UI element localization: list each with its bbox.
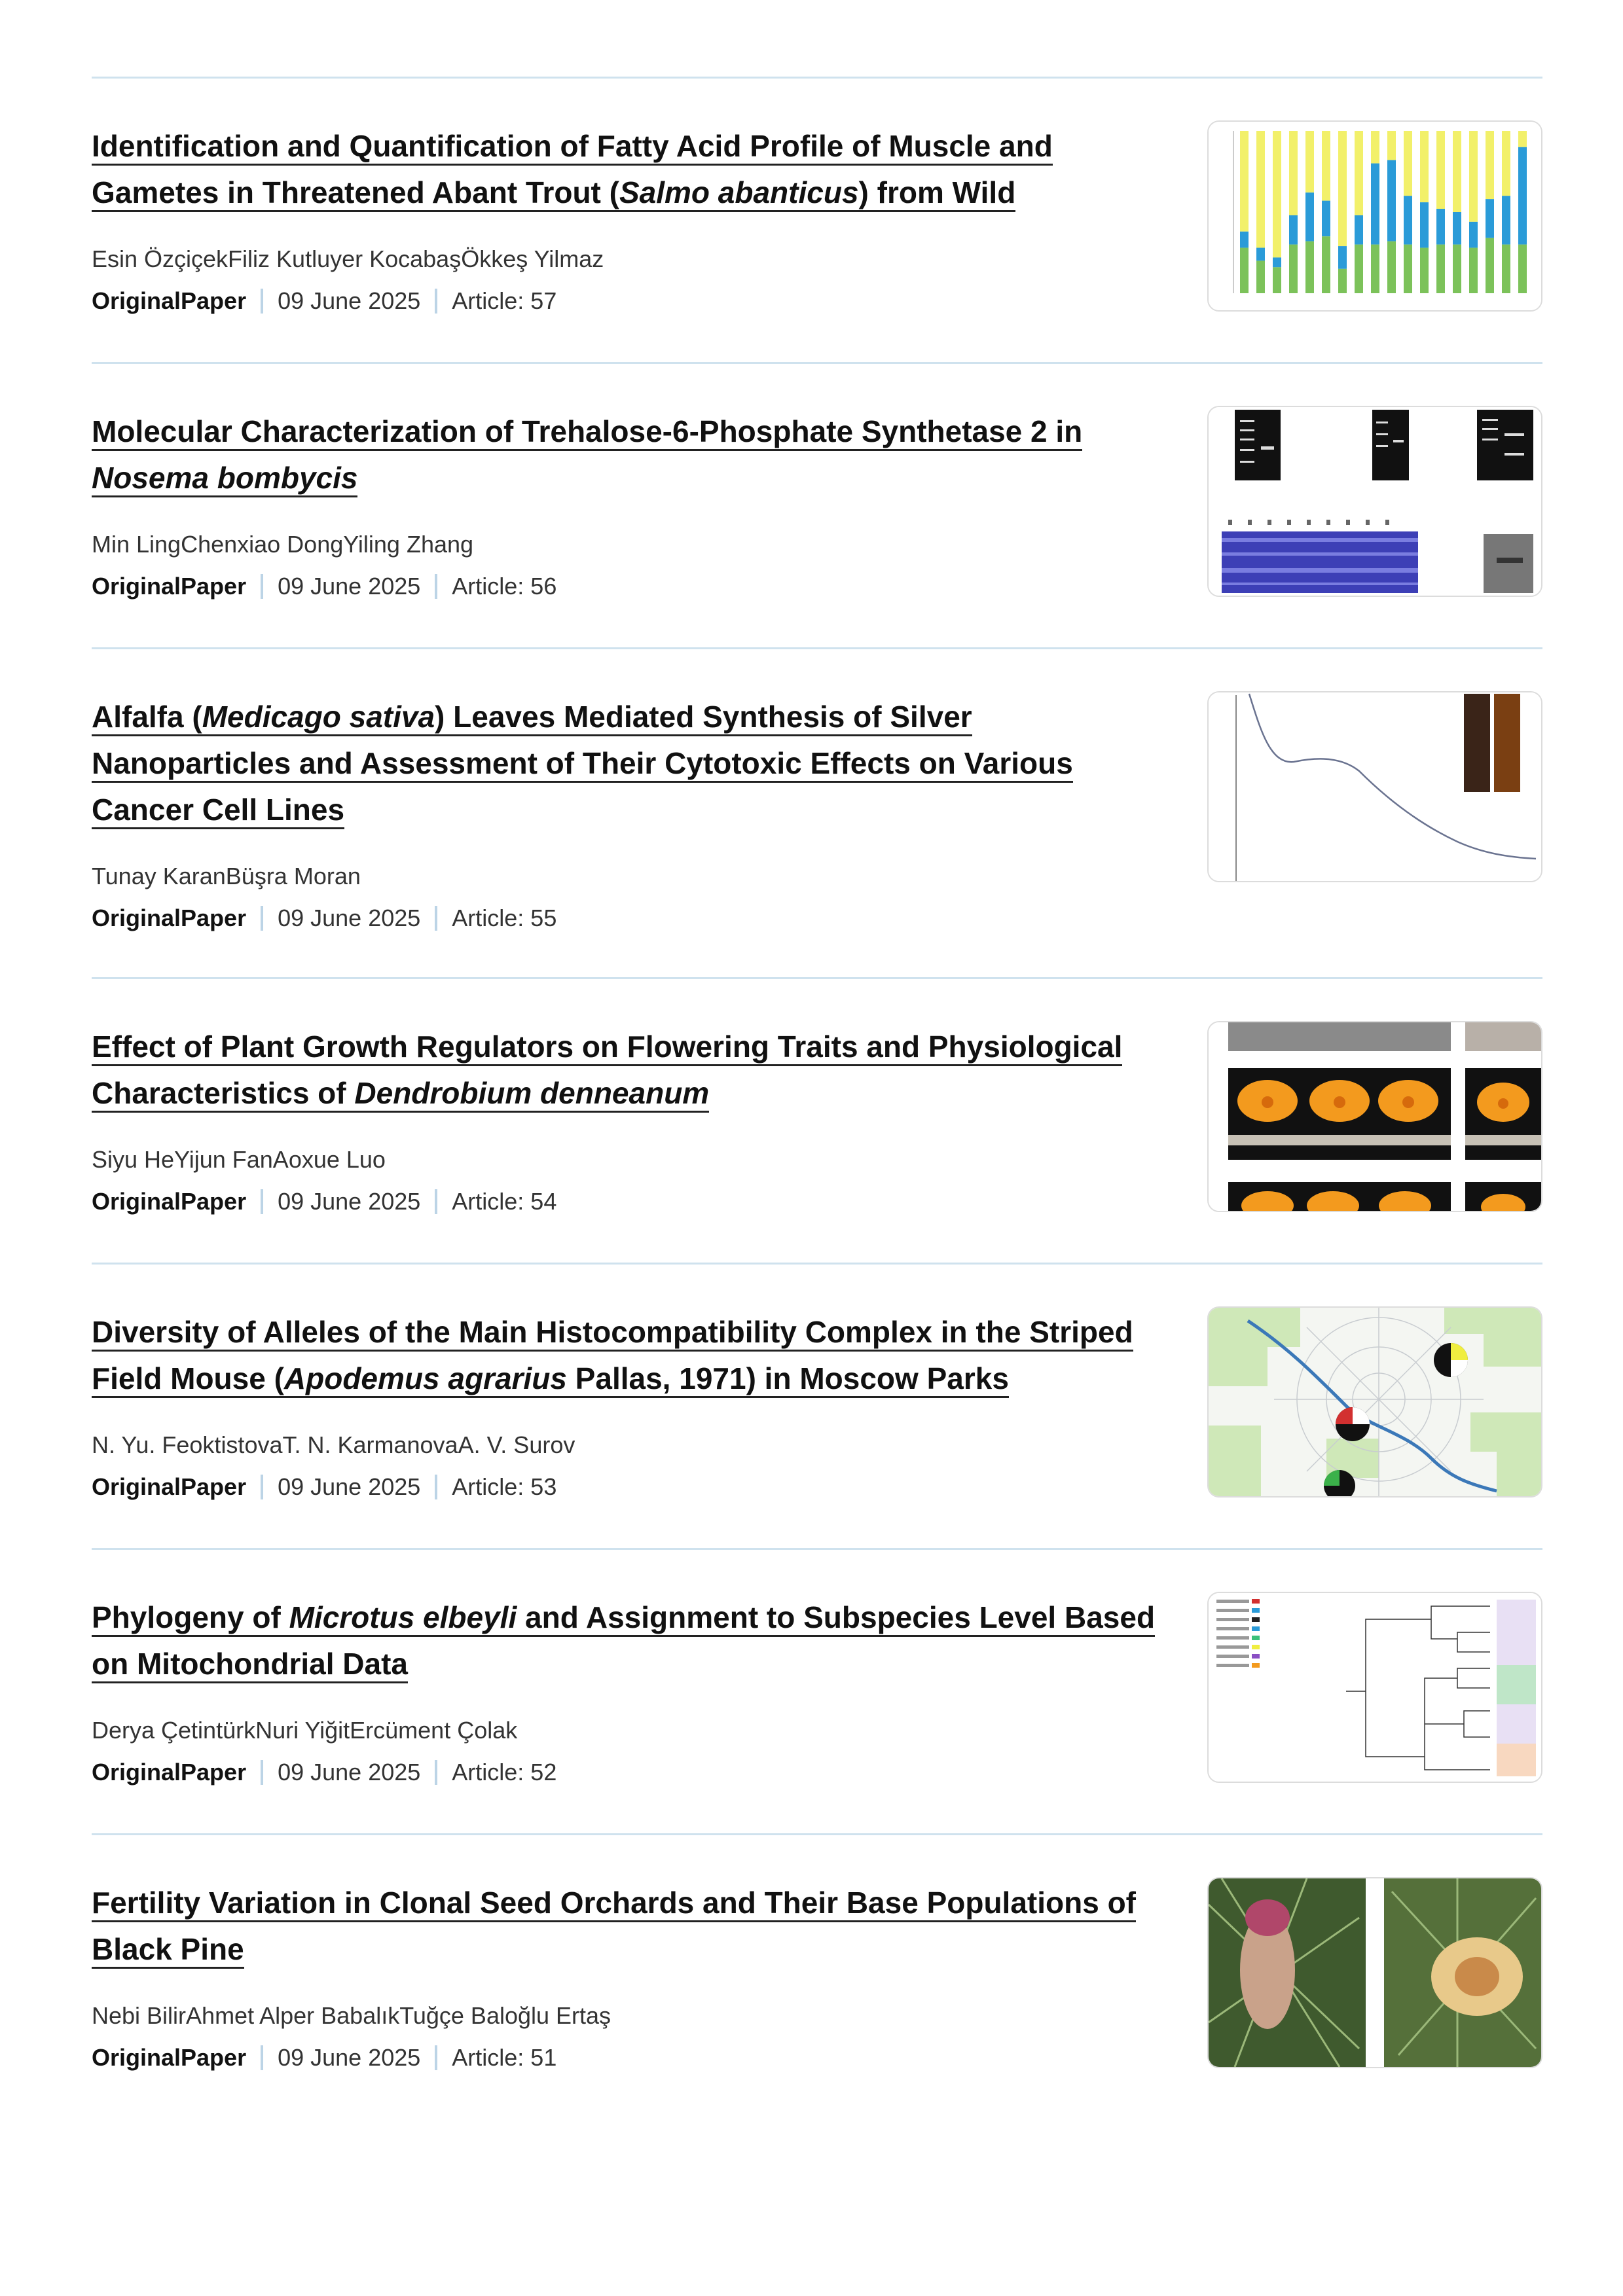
article-date: 09 June 2025 <box>278 1188 421 1215</box>
meta-divider <box>435 289 437 314</box>
meta-divider <box>261 289 263 314</box>
article-title-link[interactable]: Fertility Variation in Clonal Seed Orchards and Their Base Populations of Black Pine <box>92 1886 1136 1969</box>
thumbnail-bar-segment <box>1256 131 1265 248</box>
thumbnail-bar-segment <box>1502 245 1510 293</box>
thumbnail-bar-segment <box>1322 131 1330 201</box>
thumbnail-bar-segment <box>1453 245 1461 293</box>
article-type: OriginalPaper <box>92 573 247 600</box>
thumbnail-bar-segment <box>1436 131 1445 209</box>
article-number: Article: 53 <box>452 1473 557 1500</box>
article-number: Article: 54 <box>452 1188 557 1215</box>
thumbnail-bar-segment <box>1518 131 1527 147</box>
thumbnail-bar-segment <box>1355 245 1363 293</box>
article-title-link[interactable]: Molecular Characterization of Trehalose-6-Phosphate Synthetase 2 in Nosema bombycis <box>92 414 1082 497</box>
pine-cones-thumbnail[interactable] <box>1207 1877 1542 2068</box>
thumbnail-bar-segment <box>1371 131 1379 164</box>
thumbnail-bar-segment <box>1338 131 1347 246</box>
meta-divider <box>261 1760 263 1785</box>
thumbnail-bar-segment <box>1453 131 1461 212</box>
meta-divider <box>435 574 437 599</box>
thumbnail-bar-segment <box>1404 131 1412 196</box>
thumbnail-bar-segment <box>1469 248 1478 293</box>
thumbnail-bar-segment <box>1355 131 1363 215</box>
thumbnail-bar-segment <box>1469 222 1478 248</box>
thumbnail-bar-segment <box>1256 260 1265 293</box>
stacked-bar-chart-image <box>1209 122 1541 310</box>
moscow-map-image <box>1209 1308 1541 1496</box>
thumbnail-bar-segment <box>1387 131 1396 160</box>
article-number: Article: 51 <box>452 2044 557 2071</box>
thumbnail-bar-segment <box>1436 209 1445 245</box>
article-number: Article: 55 <box>452 905 557 931</box>
article-type: OriginalPaper <box>92 1188 247 1215</box>
article-number: Article: 56 <box>452 573 557 600</box>
meta-divider <box>435 1760 437 1785</box>
article-meta <box>92 1758 1165 1787</box>
pine-cones-image <box>1209 1878 1541 2067</box>
meta-divider <box>261 1475 263 1499</box>
meta-divider <box>261 906 263 931</box>
thumbnail-bar-segment <box>1436 245 1445 293</box>
thumbnail-bar-segment <box>1256 248 1265 261</box>
article-title <box>92 1309 1165 1402</box>
stacked-bar-chart-thumbnail[interactable] <box>1207 120 1542 312</box>
article-authors: Siyu HeYijun FanAoxue Luo <box>92 1146 386 1173</box>
thumbnail-bar-segment <box>1289 215 1298 245</box>
article-item <box>92 1835 1542 2119</box>
absorbance-spectrum-image <box>1209 692 1541 881</box>
thumbnail-bar-segment <box>1338 269 1347 293</box>
meta-divider <box>261 2045 263 2070</box>
thumbnail-bar-segment <box>1289 131 1298 215</box>
article-title-link[interactable]: Alfalfa (Medicago sativa) Leaves Mediated Synthesis of Silver Nanoparticles and Assessment of Their Cytotoxic Effects on Various Cancer Cell Lines <box>92 700 1073 829</box>
article-item <box>92 79 1542 362</box>
thumbnail-bar-segment <box>1420 202 1429 247</box>
article-type: OriginalPaper <box>92 287 247 314</box>
thumbnail-bar-segment <box>1289 245 1298 293</box>
phylogenetic-tree-thumbnail[interactable] <box>1207 1592 1542 1783</box>
article-meta <box>92 1187 1165 1216</box>
article-item <box>92 649 1542 977</box>
thumbnail-bar-segment <box>1240 232 1249 248</box>
article-title <box>92 1594 1165 1687</box>
article-meta <box>92 287 1165 315</box>
thumbnail-bar-segment <box>1305 131 1314 192</box>
thumbnail-bar-segment <box>1273 131 1281 257</box>
absorbance-spectrum-thumbnail[interactable] <box>1207 691 1542 882</box>
article-title <box>92 1880 1165 1973</box>
thumbnail-bar-segment <box>1322 236 1330 293</box>
article-title <box>92 123 1165 216</box>
thumbnail-bar-segment <box>1322 201 1330 237</box>
thumbnail-bar-segment <box>1371 164 1379 245</box>
thumbnail-bar-segment <box>1404 196 1412 244</box>
thumbnail-bar-segment <box>1387 160 1396 242</box>
thumbnail-bar-segment <box>1240 248 1249 293</box>
article-type: OriginalPaper <box>92 2044 247 2071</box>
orchid-flowers-thumbnail[interactable] <box>1207 1021 1542 1212</box>
meta-divider <box>435 1475 437 1499</box>
meta-divider <box>435 906 437 931</box>
article-meta <box>92 2043 1165 2072</box>
article-item <box>92 979 1542 1263</box>
article-title <box>92 408 1165 501</box>
meta-divider <box>261 1189 263 1214</box>
article-title <box>92 1024 1165 1117</box>
thumbnail-bar-segment <box>1338 246 1347 269</box>
article-item <box>92 1265 1542 1548</box>
thumbnail-bar-segment <box>1387 242 1396 293</box>
thumbnail-bar-segment <box>1240 131 1249 232</box>
thumbnail-bar-segment <box>1518 147 1527 245</box>
thumbnail-bar-segment <box>1486 199 1494 238</box>
thumbnail-bar-segment <box>1404 245 1412 293</box>
article-title <box>92 694 1165 833</box>
article-meta <box>92 904 1165 933</box>
article-title-link[interactable]: Phylogeny of Microtus elbeyli and Assignment to Subspecies Level Based on Mitochondrial Data <box>92 1600 1155 1683</box>
article-authors: Esin ÖzçiçekFiliz Kutluyer KocabaşÖkkeş Yilmaz <box>92 245 604 272</box>
phylogenetic-tree-image <box>1209 1593 1541 1782</box>
article-item <box>92 364 1542 647</box>
thumbnail-bar-segment <box>1502 196 1510 244</box>
thumbnail-bar-segment <box>1355 215 1363 245</box>
thumbnail-bar-segment <box>1420 248 1429 293</box>
article-date: 09 June 2025 <box>278 2044 421 2071</box>
thumbnail-bar-segment <box>1486 131 1494 199</box>
article-date: 09 June 2025 <box>278 1759 421 1785</box>
article-item <box>92 1550 1542 1833</box>
article-title-link[interactable]: Identification and Quantification of Fatty Acid Profile of Muscle and Gametes in Threatened Abant Trout (Salmo abanticus) from Wild <box>92 129 1053 212</box>
thumbnail-bar-segment <box>1486 238 1494 293</box>
thumbnail-bar-segment <box>1273 267 1281 293</box>
thumbnail-bar-segment <box>1371 245 1379 293</box>
moscow-map-thumbnail[interactable] <box>1207 1306 1542 1498</box>
article-type: OriginalPaper <box>92 1759 247 1785</box>
article-type: OriginalPaper <box>92 1473 247 1500</box>
article-authors: Derya ÇetintürkNuri YiğitErcüment Çolak <box>92 1717 518 1744</box>
article-authors: N. Yu. FeoktistovaT. N. KarmanovaA. V. Surov <box>92 1431 575 1458</box>
thumbnail-bar-segment <box>1453 212 1461 245</box>
article-list <box>92 0 1542 2119</box>
article-date: 09 June 2025 <box>278 287 421 314</box>
thumbnail-bar-segment <box>1273 257 1281 267</box>
article-type: OriginalPaper <box>92 905 247 931</box>
meta-divider <box>435 1189 437 1214</box>
article-title-link[interactable]: Diversity of Alleles of the Main Histocompatibility Complex in the Striped Field Mouse (Apodemus agrarius Pallas, 1971) in Moscow Parks <box>92 1315 1133 1398</box>
article-date: 09 June 2025 <box>278 1473 421 1500</box>
thumbnail-bar-segment <box>1305 192 1314 241</box>
thumbnail-bar-segment <box>1502 131 1510 196</box>
article-date: 09 June 2025 <box>278 905 421 931</box>
gel-electrophoresis-thumbnail[interactable] <box>1207 406 1542 597</box>
orchid-flowers-image <box>1209 1022 1541 1211</box>
article-number: Article: 52 <box>452 1759 557 1785</box>
article-authors: Nebi BilirAhmet Alper BabalıkTuğçe Baloğlu Ertaş <box>92 2002 611 2029</box>
article-meta <box>92 572 1165 601</box>
thumbnail-bar-segment <box>1305 242 1314 293</box>
article-authors: Min LingChenxiao DongYiling Zhang <box>92 531 474 558</box>
thumbnail-bar-segment <box>1469 131 1478 222</box>
article-date: 09 June 2025 <box>278 573 421 600</box>
article-authors: Tunay KaranBüşra Moran <box>92 863 361 889</box>
gel-electrophoresis-image <box>1209 407 1541 596</box>
article-meta <box>92 1473 1165 1501</box>
article-title-link[interactable]: Effect of Plant Growth Regulators on Flowering Traits and Physiological Characteristics of Dendrobium denneanum <box>92 1030 1122 1113</box>
thumbnail-bar-segment <box>1518 245 1527 293</box>
article-number: Article: 57 <box>452 287 557 314</box>
meta-divider <box>435 2045 437 2070</box>
meta-divider <box>261 574 263 599</box>
thumbnail-bar-segment <box>1420 131 1429 202</box>
